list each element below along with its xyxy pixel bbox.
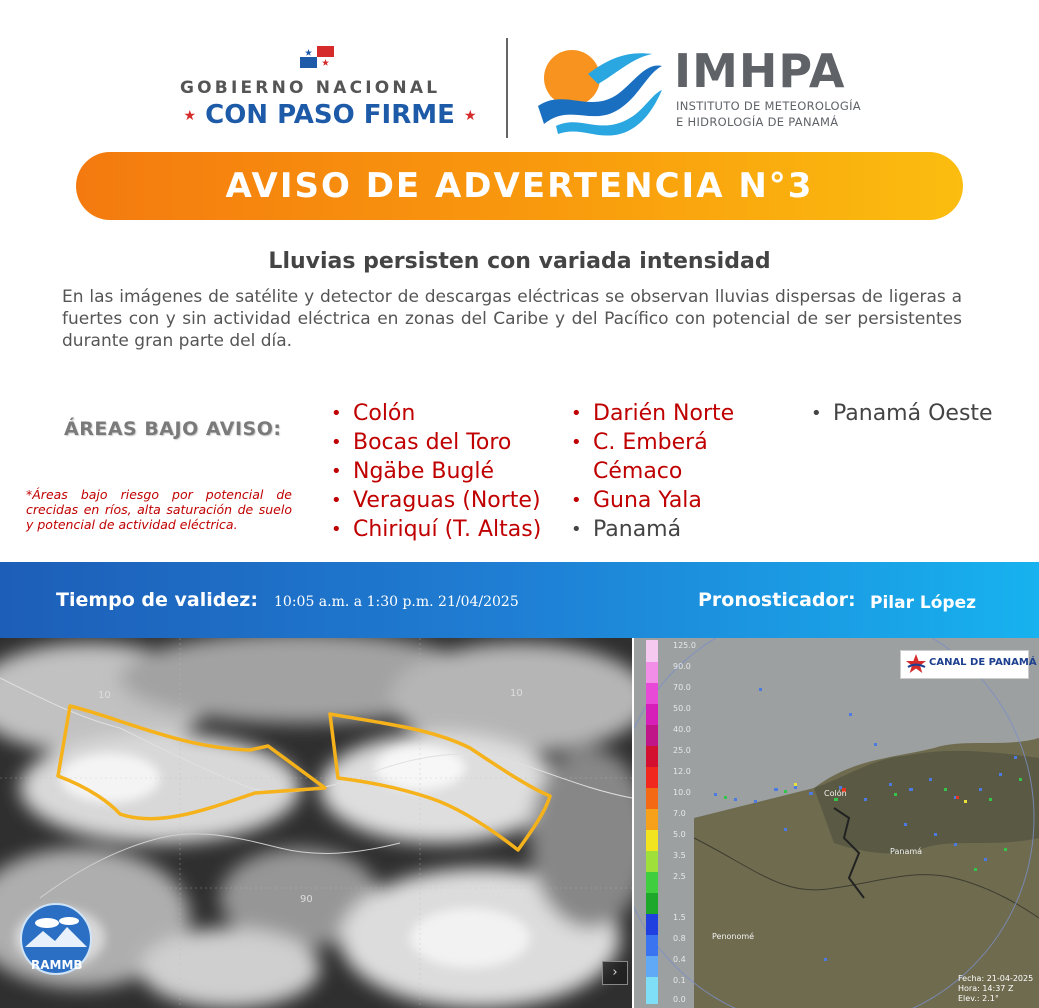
forecaster-name: Pilar López <box>870 593 976 613</box>
scale-label: 25.0 <box>673 746 691 755</box>
header-divider <box>506 38 508 138</box>
scale-label: 0.8 <box>673 934 686 943</box>
scale-label: 1.5 <box>673 913 686 922</box>
scale-label: 0.4 <box>673 955 686 964</box>
gov-line2 <box>180 100 480 130</box>
scale-label: 5.0 <box>673 830 686 839</box>
gov-slogan: CON PASO FIRME <box>205 100 455 130</box>
scale-label: 12.0 <box>673 767 691 776</box>
areas-column-1 <box>331 399 541 544</box>
areas-column-2 <box>571 399 771 544</box>
list-item: • Panamá <box>571 517 682 542</box>
lon-label: 90 <box>300 894 313 905</box>
scale-label: 2.5 <box>673 872 686 881</box>
imhpa-logo-icon <box>534 44 664 136</box>
lat-label: 10 <box>98 690 111 701</box>
scale-label: 90.0 <box>673 662 691 671</box>
areas-label: ÁREAS BAJO AVISO: <box>64 418 282 440</box>
imhpa-subtitle-2: E HIDROLOGÍA DE PANAMÁ <box>676 115 839 129</box>
validity-value: 10:05 a.m. a 1:30 p.m. 21/04/2025 <box>274 594 519 610</box>
list-item: • Colón <box>331 401 416 426</box>
scale-label: 40.0 <box>673 725 691 734</box>
scale-label: 0.1 <box>673 976 686 985</box>
star-icon: ★ <box>183 108 197 124</box>
city-label: Panamá <box>890 847 923 856</box>
next-button[interactable] <box>602 961 628 985</box>
imhpa-subtitle-1: INSTITUTO DE METEOROLOGÍA <box>676 99 861 113</box>
panama-flag-icon <box>300 46 334 68</box>
scale-label: 50.0 <box>673 704 691 713</box>
scale-label: 7.0 <box>673 809 686 818</box>
lat-label: 10 <box>510 688 523 699</box>
imhpa-title: IMHPA <box>674 44 846 98</box>
headline: Lluvias persisten con variada intensidad <box>268 249 771 274</box>
canal-star-icon <box>905 653 927 675</box>
list-item: • Ngäbe Buglé <box>331 459 495 484</box>
canal-brand: CANAL DE PANAMÁ <box>929 657 1037 668</box>
gov-line1: GOBIERNO NACIONAL <box>180 78 441 98</box>
radar-time: Hora: 14:37 Z <box>958 984 1014 993</box>
radar-image <box>634 638 1039 1008</box>
list-item: • Guna Yala <box>571 488 702 513</box>
scale-label: 3.5 <box>673 851 686 860</box>
chevron-right-icon[interactable]: › <box>612 965 618 980</box>
list-item: • Veraguas (Norte) <box>331 488 541 513</box>
warning-title: AVISO DE ADVERTENCIA N°3 <box>225 166 814 206</box>
radar-scale <box>646 640 694 1004</box>
validity-label: Tiempo de validez: <box>56 589 258 611</box>
radar-date: Fecha: 21-04-2025 <box>958 974 1034 983</box>
list-item: • C. Emberá Cémaco <box>571 430 708 484</box>
scale-label: 125.0 <box>673 641 696 650</box>
list-item: • Panamá Oeste <box>811 401 993 426</box>
star-icon: ★ <box>463 108 477 124</box>
city-label: Penonomé <box>712 932 755 941</box>
description: En las imágenes de satélite y detector de descargas eléctricas se observan lluvias dispersas de ligeras a fuertes con y sin actividad eléctrica en zonas del Caribe y del Pacífico con potencial de ser persistentes durante gran parte del día. <box>62 287 962 351</box>
scale-label: 10.0 <box>673 788 691 797</box>
rammb-label: RAMMB <box>31 958 83 972</box>
list-item: • Darién Norte <box>571 401 735 426</box>
radar-elevation: Elev.: 2.1° <box>958 994 999 1003</box>
forecaster-label: Pronosticador: <box>698 589 856 611</box>
city-label: Colón <box>824 789 847 798</box>
list-item: • Bocas del Toro <box>331 430 512 455</box>
scale-label: 0.0 <box>673 995 686 1004</box>
areas-column-3 <box>811 399 993 428</box>
scale-label: 70.0 <box>673 683 691 692</box>
risk-note: *Áreas bajo riesgo por potencial de crecidas en ríos, alta saturación de suelo y potencial de actividad eléctrica. <box>26 487 292 532</box>
list-item: • Chiriquí (T. Altas) <box>331 517 542 542</box>
